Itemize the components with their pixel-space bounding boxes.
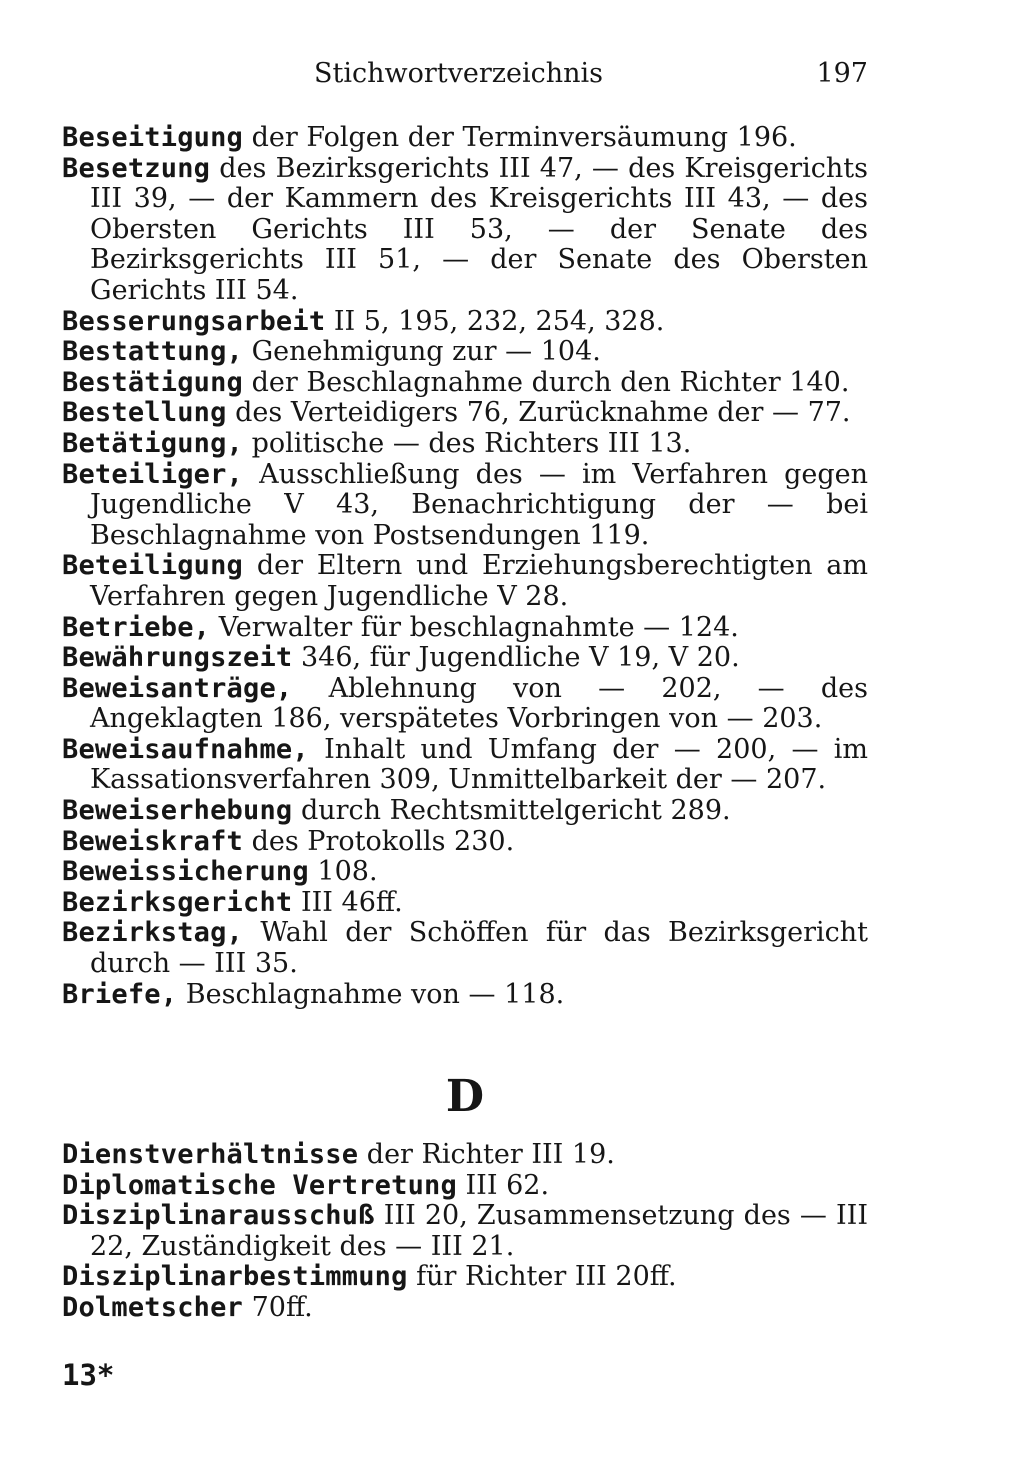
entry-term: Betätigung, <box>62 427 244 459</box>
index-entry <box>62 337 868 368</box>
entry-term: Briefe, <box>62 978 178 1010</box>
section-letter-heading: D <box>445 1071 485 1122</box>
entry-text: des Bezirksgerichts III 47, — des Kreisgerichts III 39, — der Kammern des Kreisgerichts III 43, — des Obersten Gerichts III 53, — der Senate des Bezirksgerichts III 51, — der Senate des Obersten Gerichts III 54. <box>90 152 868 306</box>
entry-term: Beweiserhebung <box>62 795 293 827</box>
entry-term: Disziplinarbestimmung <box>62 1261 408 1293</box>
printer-signature-mark: 13* <box>62 1358 115 1392</box>
entry-text: III 46ff. <box>292 886 403 918</box>
entry-term: Beseitigung <box>62 122 244 153</box>
index-entry <box>62 674 868 735</box>
entry-text: Verwalter für beschlagnahmte — 124. <box>210 611 739 643</box>
index-entry <box>62 1262 868 1293</box>
index-entry <box>62 643 868 674</box>
entry-text: politische — des Richters III 13. <box>243 427 692 459</box>
entry-text: Genehmigung zur — 104. <box>243 336 601 368</box>
index-entry <box>62 1201 868 1262</box>
index-entry <box>62 796 868 827</box>
entry-term: Bestellung <box>62 397 227 429</box>
entry-text: 108. <box>308 856 378 888</box>
index-entry <box>62 398 868 429</box>
entry-term: Bestattung, <box>62 336 244 368</box>
index-entry <box>62 888 868 919</box>
entry-term: Beteiligung <box>62 550 244 582</box>
index-entry <box>62 123 868 154</box>
entry-text: Inhalt und Umfang der — 200, — im Kassationsverfahren 309, Unmittelbarkeit der — 207. <box>90 733 868 796</box>
entry-text: der Eltern und Erziehungsberechtigten am Verfahren gegen Jugendliche V 28. <box>90 550 868 612</box>
entry-term: Disziplinarausschuß <box>62 1200 375 1232</box>
entry-text: III 20, Zusammensetzung des — III 22, Zuständigkeit des — III 21. <box>90 1200 868 1262</box>
index-entry <box>62 980 868 1011</box>
entry-term: Beweissicherung <box>62 856 309 888</box>
entry-term: Diplomatische Vertretung <box>62 1169 457 1201</box>
index-entry <box>62 429 868 460</box>
entry-text: Beschlagnahme von — 118. <box>177 978 565 1010</box>
entry-term: Besetzung <box>62 152 211 184</box>
entry-text: Ablehnung von — 202, — des Angeklagten 186, verspätetes Vorbringen von — 203. <box>90 672 868 735</box>
entry-text: durch Rechtsmittelgericht 289. <box>292 795 731 827</box>
index-entry <box>62 460 868 552</box>
entry-term: Betriebe, <box>62 611 211 643</box>
index-entry <box>62 551 868 612</box>
index-entry <box>62 827 868 858</box>
index-entry <box>62 735 868 796</box>
entry-term: Beweisanträge, <box>62 672 293 704</box>
entry-term: Bestätigung <box>62 366 244 398</box>
entry-text: des Verteidigers 76, Zurücknahme der — 77. <box>226 397 851 429</box>
index-entry <box>62 1293 868 1324</box>
running-header <box>62 58 868 94</box>
index-entry <box>62 368 868 399</box>
entry-term: Dienstverhältnisse <box>62 1139 359 1170</box>
entry-text: Ausschließung des — im Verfahren gegen Jugendliche V 43, Benachrichtigung der — bei Beschlagnahme von Postsendungen 119. <box>90 458 868 551</box>
index-entry <box>62 154 868 307</box>
index-section-d <box>62 1140 868 1324</box>
entry-text: der Folgen der Terminversäumung 196. <box>243 122 797 153</box>
entry-text: 346, für Jugendliche V 19, V 20. <box>292 642 740 674</box>
entry-term: Bezirkstag, <box>62 917 244 949</box>
index-entry <box>62 857 868 888</box>
index-entry <box>62 1140 868 1171</box>
entry-text: III 62. <box>456 1169 550 1201</box>
header-title: Stichwortverzeichnis <box>314 58 603 89</box>
index-entry <box>62 918 868 979</box>
page-number: 197 <box>816 58 868 89</box>
entry-text: 70ff. <box>243 1291 313 1323</box>
entry-text: der Beschlagnahme durch den Richter 140. <box>243 366 850 398</box>
entry-text: für Richter III 20ff. <box>407 1261 677 1293</box>
index-section-b <box>62 123 868 1010</box>
index-entry <box>62 613 868 644</box>
index-entry <box>62 307 868 338</box>
entry-text: II 5, 195, 232, 254, 328. <box>325 305 665 337</box>
index-entry <box>62 1171 868 1202</box>
entry-text: der Richter III 19. <box>358 1139 615 1170</box>
entry-term: Beweiskraft <box>62 825 244 857</box>
entry-term: Bezirksgericht <box>62 886 293 918</box>
entry-term: Beteiliger, <box>62 458 244 490</box>
entry-term: Dolmetscher <box>62 1291 244 1323</box>
entry-term: Bewährungszeit <box>62 642 293 674</box>
entry-text: Wahl der Schöffen für das Bezirksgericht durch — III 35. <box>90 917 868 980</box>
entry-term: Beweisaufnahme, <box>62 733 309 765</box>
entry-term: Besserungsarbeit <box>62 305 326 337</box>
entry-text: des Protokolls 230. <box>243 825 515 857</box>
